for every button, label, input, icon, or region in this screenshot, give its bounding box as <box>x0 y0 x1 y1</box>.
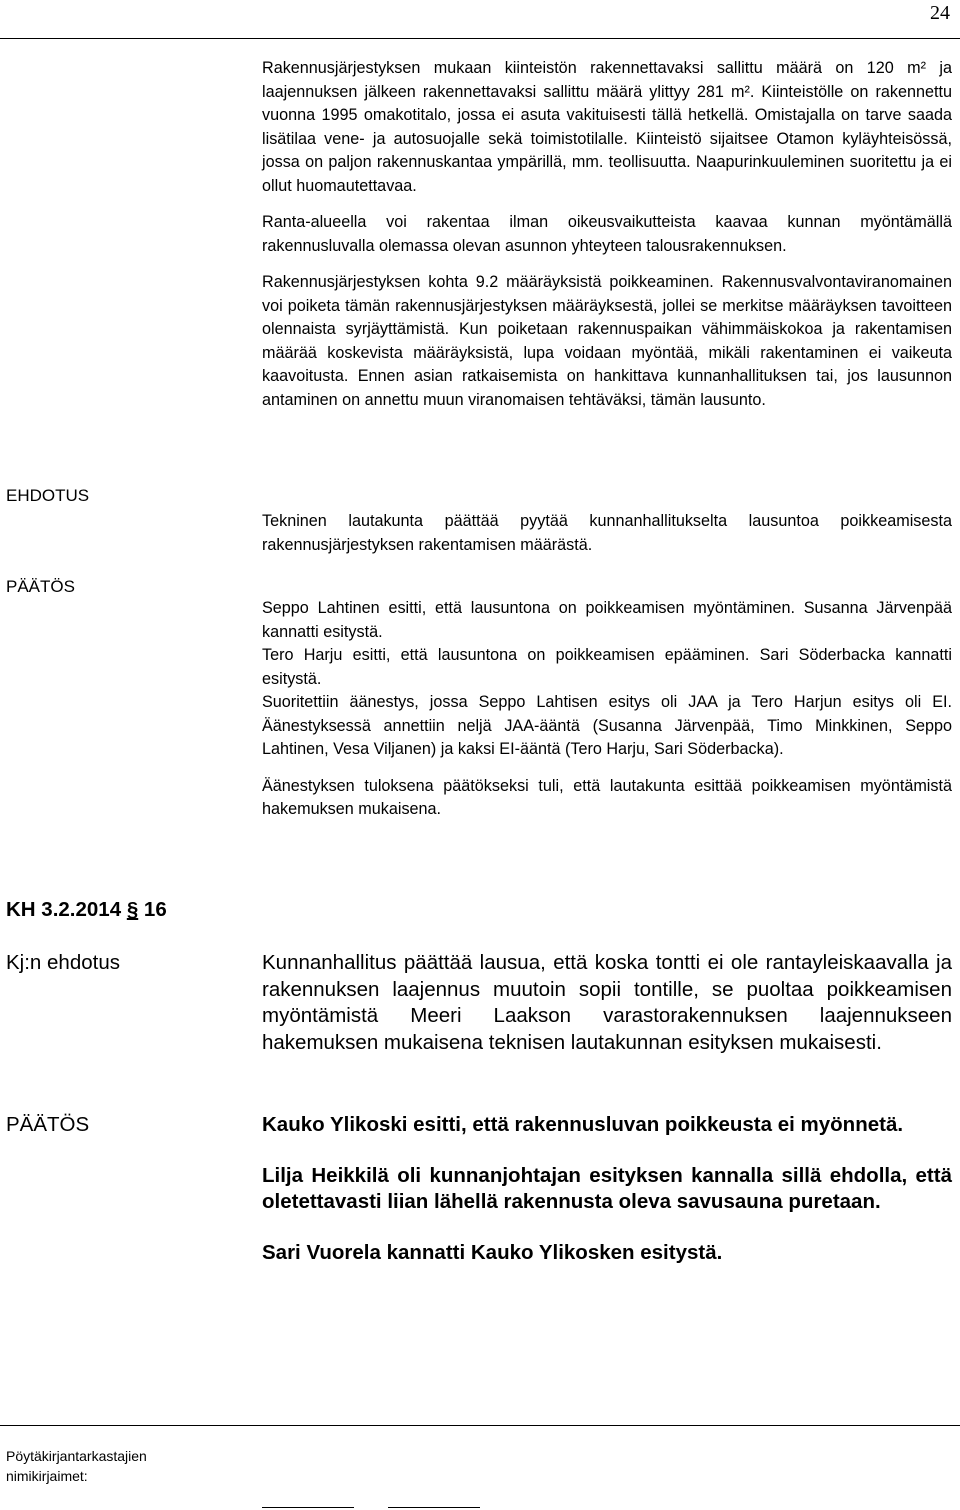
footer-initials-label <box>6 1446 147 1486</box>
paatos1-line-1: Seppo Lahtinen esitti, että lausuntona on poikkeamisen myöntäminen. Susanna Järvenpää kannatti esitystä. <box>262 599 952 641</box>
footer-line-2: nimikirjaimet: <box>6 1468 88 1484</box>
initials-line-2 <box>388 1507 480 1508</box>
ehdotus-paragraph: Tekninen lautakunta päättää pyytää kunnanhallitukselta lausuntoa poikkeamisesta rakennusjärjestyksen rakentamisen määrästä. <box>262 512 952 554</box>
intro-paragraph-1: Rakennusjärjestyksen mukaan kiinteistön rakennettavaksi sallittu määrä on 120 m² ja laajennuksen jälkeen rakennettavaksi sallittu määrä ylittyy 281 m². Kiinteistölle on rakennettu vuonna 1995 omakotitalo, jossa ei asuta vakituisesti tällä hetkellä. Omistajalla on tarve saada lisätilaa vene- ja autosuojalle sekä toimistotilalle. Kiinteistö sijaitsee Otamon kyläyhteisössä, jossa on paljon rakennuskantaa ympärillä, mm. teollisuutta. Naapurinkuuleminen suoritettu ja ei ollut huomautettavaa. <box>262 59 952 195</box>
paatos2-paragraph-1: Kauko Ylikoski esitti, että rakennusluvan poikkeusta ei myönnetä. <box>262 1113 904 1136</box>
paatos-section-1 <box>262 597 952 822</box>
intro-paragraph-3: Rakennusjärjestyksen kohta 9.2 määräyksistä poikkeaminen. Rakennusvalvontaviranomainen voi poiketa tämän rakennusjärjestyksen määräyksestä, jollei se merkitse määräyksen tavoitteen olennaista syrjäyttämistä. Kun poiketaan rakennuspaikan vähimmäiskokoa ja rakentamisen määrää koskevista määräyksistä, lupa voidaan myöntää, mikäli rakentaminen ei vaikeuta kaavoitusta. Ennen asian ratkaisemista on hankittava kunnanhallituksen tai, jos lausunnon antaminen on annettu muun viranomaisen tehtäväksi, tämän lausunto. <box>262 273 952 409</box>
footer-line-1: Pöytäkirjantarkastajien <box>6 1448 147 1464</box>
section-sign: § <box>126 898 139 921</box>
ehdotus-label: EHDOTUS <box>6 486 90 505</box>
kj-ehdotus-label: Kj:n ehdotus <box>6 951 120 974</box>
ehdotus-text <box>262 510 952 557</box>
initials-line-1 <box>262 1507 354 1508</box>
paatos1-result: Äänestyksen tuloksena päätökseksi tuli, että lautakunta esittää poikkeamisen myöntämistä hakemuksen mukaisena. <box>262 776 952 818</box>
page-number: 24 <box>930 2 950 24</box>
kj-ehdotus-paragraph: Kunnanhallitus päättää lausua, että koska tontti ei ole rantayleiskaavalla ja rakennuksen laajennus muutoin sopii tontille, se puoltaa poikkeamisen myöntämistä Meeri Laakson varastorakennuksen laajennukseen hakemuksen mukaisena teknisen lautakunnan esityksen mukaisesti. <box>262 951 952 1054</box>
footer-rule <box>0 1425 960 1426</box>
paatos2-paragraph-3: Sari Vuorela kannatti Kauko Ylikosken esitystä. <box>262 1240 723 1264</box>
intro-section <box>262 57 952 412</box>
paatos1-line-3: Suoritettiin äänestys, jossa Seppo Lahtisen esitys oli JAA ja Tero Harjun esitys oli EI. Äänestyksessä annettiin neljä JAA-ääntä (Susanna Järvenpää, Timo Minkkinen, Seppo Lahtinen, Vesa Viljanen) ja kaksi EI-ääntä (Tero Harju, Sari Söderbacka). <box>262 693 952 758</box>
paatos-label-2: PÄÄTÖS <box>6 1113 90 1136</box>
kh-date: KH 3.2.2014 <box>6 898 122 921</box>
intro-paragraph-2: Ranta-alueella voi rakentaa ilman oikeusvaikutteista kaavaa kunnan myöntämällä rakennusluvalla olemassa olevan asunnon yhteyteen talousrakennuksen. <box>262 213 952 255</box>
section-number: 16 <box>143 898 167 921</box>
kh-heading <box>6 898 167 922</box>
kj-ehdotus-section <box>262 950 952 1056</box>
paatos-label-1: PÄÄTÖS <box>6 577 75 596</box>
paatos1-line-2: Tero Harju esitti, että lausuntona on poikkeamisen epääminen. Sari Söderbacka kannatti esitystä. <box>262 646 952 688</box>
header-rule <box>0 38 960 39</box>
paatos-section-2 <box>262 1112 952 1266</box>
paatos2-paragraph-2: Lilja Heikkilä oli kunnanjohtajan esityksen kannalla sillä ehdolla, että oletettavasti liian lähellä rakennusta oleva savusauna puretaan. <box>262 1163 952 1213</box>
